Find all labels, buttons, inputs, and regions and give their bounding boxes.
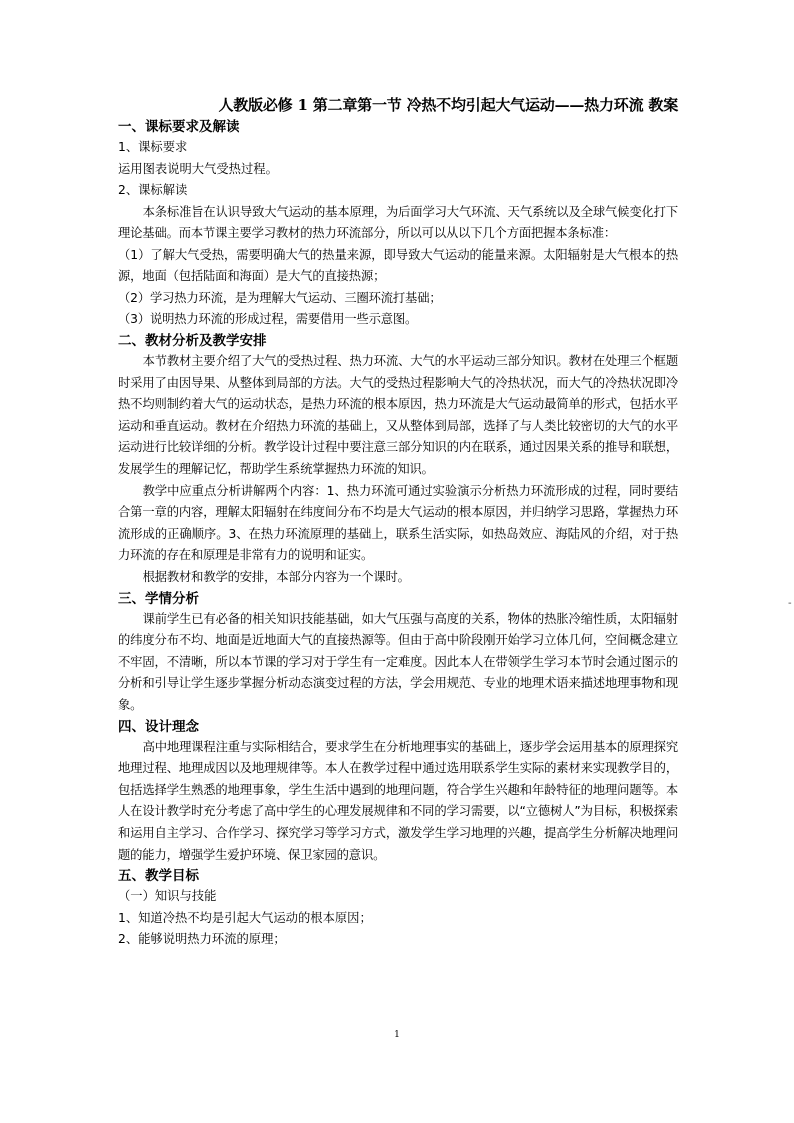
design-paragraph: 高中地理课程注重与实际相结合，要求学生在分析地理事实的基础上，逐步学会运用基本的原理探究地理过程、地理成因以及地理规律等。本人在教学过程中通过选用联系学生实际的素材来实现教学目的，包括选择学生熟悉的地理事象，学生生活中遇到的地理问题，符合学生兴趣和年龄特征的地理问题等。本人在设计教学时充分考虑了高中学生的心理发展规律和不同的学习需要，以“立德树人”为目标，积极探索和运用自主学习、合作学习、探究学习等学习方式，激发学生学习地理的兴趣，提高学生分析解决地理问题的能力，增强学生爱护环境、保卫家园的意识。 xyxy=(118,739,678,862)
interpretation-item-3: （3）说明热力环流的形成过程，需要借用一些示意图。 xyxy=(118,312,418,327)
document-page xyxy=(118,93,678,951)
textbook-paragraph-3: 根据教材和教学的安排，本部分内容为一个课时。 xyxy=(142,570,410,584)
objective-item-1: 1、知道冷热不均是引起大气运动的根本原因； xyxy=(118,910,372,925)
section-heading-objectives: 五、教学目标 xyxy=(118,868,199,885)
section-heading-design: 四、设计理念 xyxy=(118,718,199,735)
requirement-text: 运用图表说明大气受热过程。 xyxy=(118,161,278,176)
subheading-requirements: 1、课标要求 xyxy=(118,140,188,154)
objective-item-2: 2、能够说明热力环流的原理； xyxy=(118,932,286,947)
textbook-paragraph-2: 教学中应重点分析讲解两个内容：1、热力环流可通过实验演示分析热力环流形成的过程，同时要结合第一章的内容，理解太阳辐射在纬度间分布不均是大气运动的根本原因，并归纳学习思路，掌握热力环流形成的正确顺序。3、在热力环流原理的基础上，联系生活实际，如热岛效应、海陆风的介绍，对于热力环流的存在和原理是非常有力的说明和证实。 xyxy=(118,483,678,563)
subheading-interpretation: 2、课标解读 xyxy=(118,183,188,197)
interpretation-item-1: （1）了解大气受热，需要明确大气的热量来源，即导致大气运动的能量来源。太阳辐射是大气根本的热源，地面（包括陆面和海面）是大气的直接热源； xyxy=(118,247,678,284)
margin-mark: - xyxy=(788,598,792,609)
interpretation-item-2: （2）学习热力环流，是为理解大气运动、三圈环流打基础； xyxy=(118,290,442,305)
objectives-subheading: （一）知识与技能 xyxy=(118,889,217,904)
section-heading-textbook: 二、教材分析及教学安排 xyxy=(118,333,267,350)
interpretation-paragraph: 本条标准旨在认识导致大气运动的基本原理，为后面学习大气环流、天气系统以及全球气候变化打下理论基础。而本节课主要学习教材的热力环流部分，所以可以从以下几个方面把握本条标准： xyxy=(118,204,678,241)
students-paragraph: 课前学生已有必备的相关知识技能基础，如大气压强与高度的关系，物体的热胀冷缩性质，太阳辐射的纬度分布不均、地面是近地面大气的直接热源等。但由于高中阶段刚开始学习立体几何，空间概念建立不牢固，不清晰，所以本节课的学习对于学生有一定难度。因此本人在带领学生学习本节时会通过图示的分析和引导让学生逐步掌握分析动态演变过程的方法，学会用规范、专业的地理术语来描述地理事物和现象。 xyxy=(118,611,678,712)
section-heading-curriculum: 一、课标要求及解读 xyxy=(118,119,240,135)
textbook-paragraph-1: 本节教材主要介绍了大气的受热过程、热力环流、大气的水平运动三部分知识。教材在处理三个框题时采用了由因导果、从整体到局部的方法。大气的受热过程影响大气的冷热状况，而大气的冷热状况即冷热不均则制约着大气的运动状态，是热力环流的根本原因，热力环流是大气运动最简单的形式，包括水平运动和垂直运动。教材在介绍热力环流的基础上，又从整体到局部，选择了与人类比较密切的大气的水平运动进行比较详细的分析。教学设计过程中要注意三部分知识的内在联系，通过因果关系的推导和联想，发展学生的理解记忆，帮助学生系统掌握热力环流的知识。 xyxy=(118,354,678,477)
document-title: 人教版必修 1 第二章第一节 冷热不均引起大气运动——热力环流 教案 xyxy=(218,96,678,114)
page-number: 1 xyxy=(394,1030,400,1040)
section-heading-students: 三、学情分析 xyxy=(118,590,199,607)
